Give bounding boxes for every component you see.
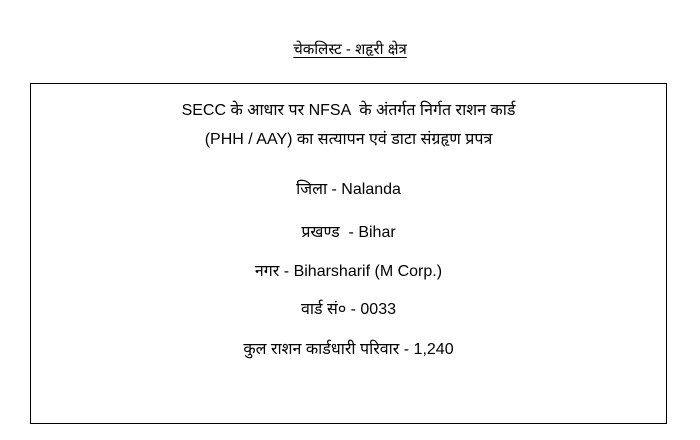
block-field: प्रखण्ड - Bihar [301, 224, 396, 241]
form-title-line-1: SECC के आधार पर NFSA के अंतर्गत निर्गत राशन कार्ड [181, 102, 516, 119]
form-title-line-2: (PHH / AAY) का सत्यापन एवं डाटा संग्रहृण प्रपत्र [204, 131, 493, 148]
checklist-heading-text: चेकलिस्ट - शहृरी क्षेत्र [293, 41, 407, 58]
district-field: जिला - Nalanda [296, 181, 401, 198]
ward-number-field: वार्ड सं० - 0033 [301, 301, 396, 318]
checklist-heading [0, 39, 700, 59]
form-info-box [30, 83, 667, 424]
total-ration-card-families-field: कुल राशन कार्डधारी परिवार - 1,240 [243, 341, 454, 358]
town-field: नगर - Biharsharif (M Corp.) [254, 263, 443, 280]
